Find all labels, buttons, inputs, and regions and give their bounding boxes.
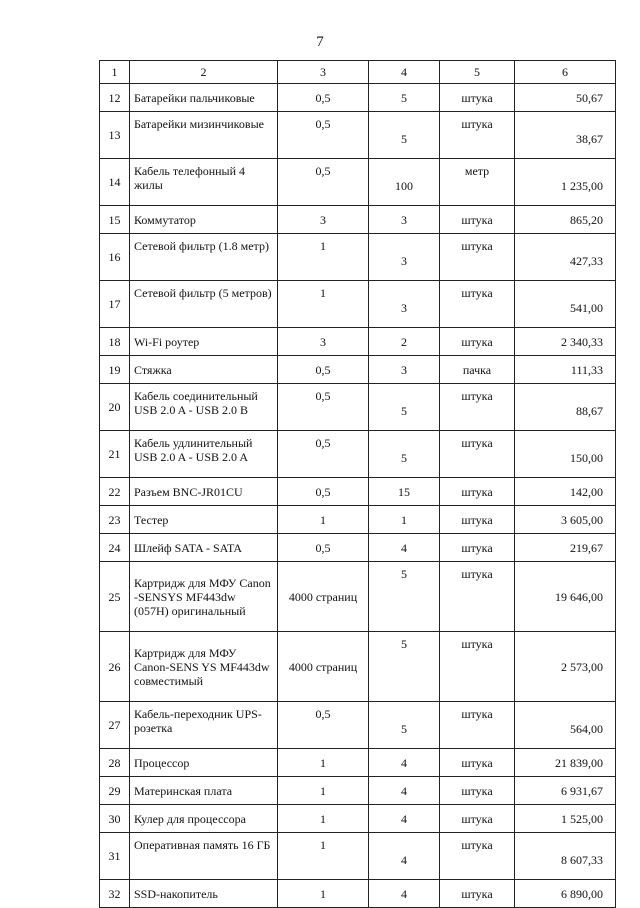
row-number: 19 xyxy=(100,356,130,384)
table-row xyxy=(100,206,616,234)
item-quantity: 5 xyxy=(369,112,440,159)
item-quantity: 5 xyxy=(369,431,440,478)
table-row xyxy=(100,384,616,431)
item-unit: штука xyxy=(440,112,515,159)
item-spec: 1 xyxy=(278,234,369,281)
item-price: 19 646,00 xyxy=(515,562,616,632)
row-number: 17 xyxy=(100,281,130,328)
row-number: 26 xyxy=(100,632,130,702)
column-header: 1 xyxy=(100,61,130,84)
item-name: Кулер для процессора xyxy=(130,805,278,833)
row-number: 30 xyxy=(100,805,130,833)
item-spec: 0,5 xyxy=(278,534,369,562)
item-unit: штука xyxy=(440,206,515,234)
item-unit: штука xyxy=(440,281,515,328)
item-unit: штука xyxy=(440,234,515,281)
item-spec: 3 xyxy=(278,206,369,234)
item-spec: 0,5 xyxy=(278,384,369,431)
item-price: 2 340,33 xyxy=(515,328,616,356)
item-quantity: 100 xyxy=(369,159,440,206)
row-number: 31 xyxy=(100,833,130,880)
item-name: Тестер xyxy=(130,506,278,534)
item-name: Сетевой фильтр (5 метров) xyxy=(130,281,278,328)
item-quantity: 3 xyxy=(369,234,440,281)
table-row xyxy=(100,749,616,777)
item-name: Процессор xyxy=(130,749,278,777)
item-price: 219,67 xyxy=(515,534,616,562)
item-quantity: 4 xyxy=(369,805,440,833)
item-quantity: 15 xyxy=(369,478,440,506)
row-number: 14 xyxy=(100,159,130,206)
column-header: 3 xyxy=(278,61,369,84)
item-price: 6 890,00 xyxy=(515,880,616,908)
item-spec: 0,5 xyxy=(278,112,369,159)
item-quantity: 3 xyxy=(369,281,440,328)
items-table xyxy=(99,60,616,908)
item-name: SSD-накопитель xyxy=(130,880,278,908)
item-name: Оперативная память 16 ГБ xyxy=(130,833,278,880)
item-name: Батарейки мизинчиковые xyxy=(130,112,278,159)
item-name: Материнская плата xyxy=(130,777,278,805)
item-name: Кабель-переходник UPS-розетка xyxy=(130,702,278,749)
table-row xyxy=(100,702,616,749)
table-row xyxy=(100,112,616,159)
item-price: 564,00 xyxy=(515,702,616,749)
table-row xyxy=(100,281,616,328)
item-spec: 0,5 xyxy=(278,702,369,749)
item-spec: 0,5 xyxy=(278,431,369,478)
item-spec: 0,5 xyxy=(278,84,369,112)
item-unit: штука xyxy=(440,749,515,777)
item-spec: 0,5 xyxy=(278,159,369,206)
item-unit: штука xyxy=(440,84,515,112)
page-number: 7 xyxy=(316,34,324,50)
item-price: 8 607,33 xyxy=(515,833,616,880)
table-row xyxy=(100,534,616,562)
item-name: Коммутатор xyxy=(130,206,278,234)
item-quantity: 2 xyxy=(369,328,440,356)
table-row xyxy=(100,431,616,478)
row-number: 16 xyxy=(100,234,130,281)
item-unit: штука xyxy=(440,702,515,749)
item-unit: штука xyxy=(440,431,515,478)
item-quantity: 5 xyxy=(369,632,440,702)
item-price: 2 573,00 xyxy=(515,632,616,702)
item-spec: 4000 страниц xyxy=(278,632,369,702)
item-quantity: 1 xyxy=(369,506,440,534)
item-quantity: 4 xyxy=(369,880,440,908)
item-unit: штука xyxy=(440,632,515,702)
row-number: 27 xyxy=(100,702,130,749)
table-row xyxy=(100,562,616,632)
item-quantity: 3 xyxy=(369,356,440,384)
item-unit: штука xyxy=(440,534,515,562)
item-price: 3 605,00 xyxy=(515,506,616,534)
item-spec: 1 xyxy=(278,749,369,777)
table-row xyxy=(100,833,616,880)
item-name: Картридж для МФУ Canon -SENSYS MF443dw (057H) оригинальный xyxy=(130,562,278,632)
table-row xyxy=(100,356,616,384)
item-price: 50,67 xyxy=(515,84,616,112)
row-number: 20 xyxy=(100,384,130,431)
item-name: Разъем BNC-JR01CU xyxy=(130,478,278,506)
item-price: 38,67 xyxy=(515,112,616,159)
table-row xyxy=(100,632,616,702)
table-row xyxy=(100,159,616,206)
row-number: 21 xyxy=(100,431,130,478)
item-price: 142,00 xyxy=(515,478,616,506)
table-row xyxy=(100,506,616,534)
item-unit: штука xyxy=(440,833,515,880)
row-number: 18 xyxy=(100,328,130,356)
row-number: 22 xyxy=(100,478,130,506)
row-number: 24 xyxy=(100,534,130,562)
item-quantity: 5 xyxy=(369,562,440,632)
item-price: 21 839,00 xyxy=(515,749,616,777)
item-price: 88,67 xyxy=(515,384,616,431)
item-spec: 1 xyxy=(278,833,369,880)
item-spec: 3 xyxy=(278,328,369,356)
item-quantity: 4 xyxy=(369,833,440,880)
item-spec: 0,5 xyxy=(278,478,369,506)
item-name: Шлейф SATA - SATA xyxy=(130,534,278,562)
table-row xyxy=(100,880,616,908)
item-quantity: 5 xyxy=(369,384,440,431)
item-name: Картридж для МФУ Canon-SENS YS MF443dw совместимый xyxy=(130,632,278,702)
column-header: 2 xyxy=(130,61,278,84)
table-row xyxy=(100,478,616,506)
table-row xyxy=(100,328,616,356)
item-price: 541,00 xyxy=(515,281,616,328)
item-quantity: 5 xyxy=(369,84,440,112)
item-quantity: 4 xyxy=(369,749,440,777)
row-number: 28 xyxy=(100,749,130,777)
table-row xyxy=(100,805,616,833)
item-spec: 1 xyxy=(278,880,369,908)
item-price: 6 931,67 xyxy=(515,777,616,805)
item-unit: штука xyxy=(440,562,515,632)
item-quantity: 4 xyxy=(369,534,440,562)
header-row xyxy=(100,61,616,84)
table-row xyxy=(100,234,616,281)
column-header: 6 xyxy=(515,61,616,84)
column-header: 5 xyxy=(440,61,515,84)
row-number: 23 xyxy=(100,506,130,534)
item-unit: штука xyxy=(440,805,515,833)
item-name: Сетевой фильтр (1.8 метр) xyxy=(130,234,278,281)
row-number: 12 xyxy=(100,84,130,112)
item-spec: 1 xyxy=(278,777,369,805)
row-number: 25 xyxy=(100,562,130,632)
item-name: Кабель удлинительный USB 2.0 A - USB 2.0 A xyxy=(130,431,278,478)
row-number: 32 xyxy=(100,880,130,908)
item-spec: 1 xyxy=(278,506,369,534)
item-unit: пачка xyxy=(440,356,515,384)
item-quantity: 5 xyxy=(369,702,440,749)
item-spec: 4000 страниц xyxy=(278,562,369,632)
item-spec: 1 xyxy=(278,281,369,328)
item-name: Кабель соединительный USB 2.0 A - USB 2.0 B xyxy=(130,384,278,431)
item-unit: штука xyxy=(440,384,515,431)
table-row xyxy=(100,84,616,112)
item-quantity: 4 xyxy=(369,777,440,805)
table-row xyxy=(100,777,616,805)
item-name: Батарейки пальчиковые xyxy=(130,84,278,112)
item-name: Кабель телефонный 4 жилы xyxy=(130,159,278,206)
item-unit: штука xyxy=(440,777,515,805)
item-unit: штука xyxy=(440,328,515,356)
item-unit: штука xyxy=(440,506,515,534)
item-unit: штука xyxy=(440,880,515,908)
item-unit: метр xyxy=(440,159,515,206)
row-number: 29 xyxy=(100,777,130,805)
item-price: 111,33 xyxy=(515,356,616,384)
item-spec: 0,5 xyxy=(278,356,369,384)
item-price: 427,33 xyxy=(515,234,616,281)
item-name: Wi-Fi роутер xyxy=(130,328,278,356)
item-spec: 1 xyxy=(278,805,369,833)
item-price: 1 235,00 xyxy=(515,159,616,206)
item-price: 1 525,00 xyxy=(515,805,616,833)
item-price: 150,00 xyxy=(515,431,616,478)
row-number: 13 xyxy=(100,112,130,159)
column-header: 4 xyxy=(369,61,440,84)
item-unit: штука xyxy=(440,478,515,506)
row-number: 15 xyxy=(100,206,130,234)
item-price: 865,20 xyxy=(515,206,616,234)
item-quantity: 3 xyxy=(369,206,440,234)
item-name: Стяжка xyxy=(130,356,278,384)
